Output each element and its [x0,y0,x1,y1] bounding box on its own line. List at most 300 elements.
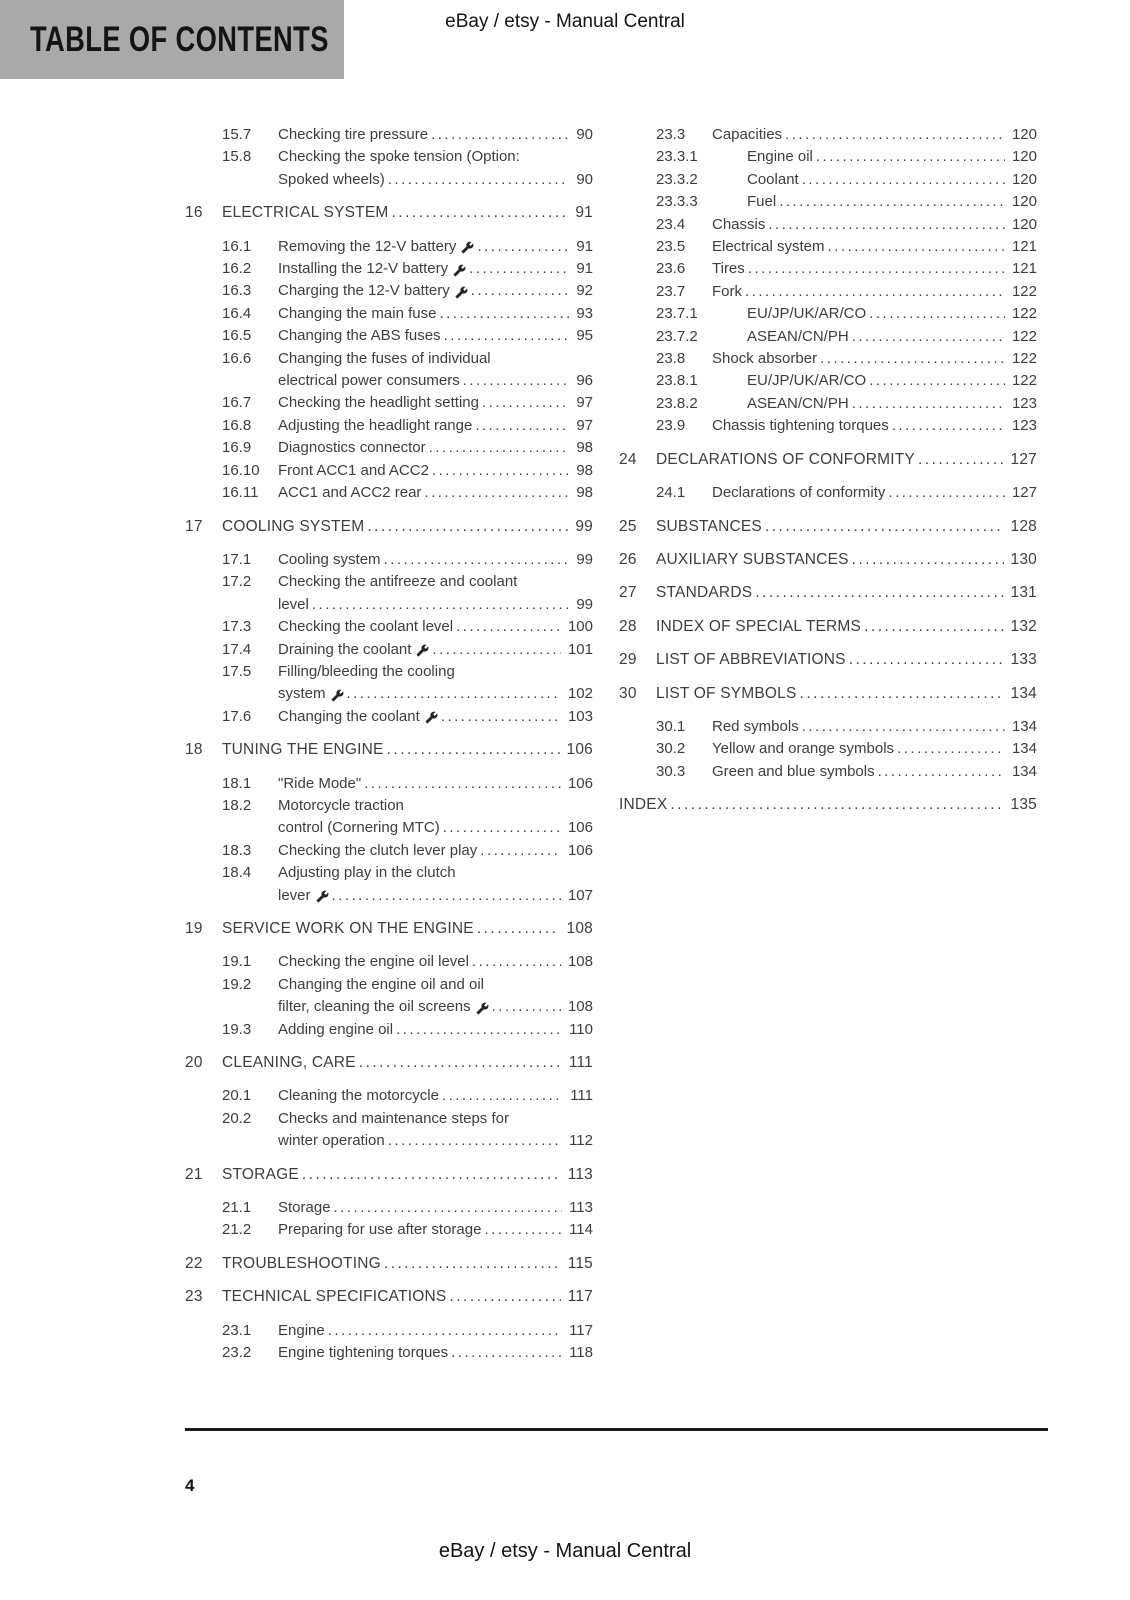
toc-entry-row [185,571,593,616]
toc-chapter-row [185,739,593,761]
toc-page-number: 91 [575,204,593,222]
toc-chapter-row [185,1286,593,1308]
toc-page-number: 96 [576,372,593,390]
toc-entry-row [619,393,1037,415]
toc-entry-row [185,706,593,728]
toc-entry-title: Checks and maintenance steps for [278,1109,509,1127]
toc-page-number: 127 [1011,484,1037,502]
toc-page-number: 127 [1010,450,1037,468]
dot-leader [432,639,561,661]
toc-line [619,549,1037,571]
toc-entry-row [185,482,593,504]
toc-entry-number: 16.8 [222,416,252,434]
toc-entry-title: COOLING SYSTEM [222,517,365,535]
toc-entry-number: 19.2 [222,975,252,993]
toc-entry-number: 23.8.1 [656,372,698,390]
dot-leader [451,1342,562,1364]
toc-entry-title: Motorcycle traction [278,796,404,814]
toc-entry-title: SERVICE WORK ON THE ENGINE [222,920,474,937]
toc-page-number: 118 [569,1344,593,1362]
toc-page-number: 106 [567,819,593,837]
toc-page-number: 117 [569,1321,593,1339]
toc-entry-row [619,326,1037,348]
dot-leader [482,392,569,414]
toc-entry-title: Capacities [712,126,783,143]
toc-entry-title: DECLARATIONS OF CONFORMITY [656,450,915,468]
toc-line [185,124,593,146]
toc-line [185,280,593,302]
dot-leader [312,594,569,616]
toc-entry-title: INDEX [619,796,668,814]
toc-entry-number: 25 [619,517,637,535]
dot-leader [492,996,561,1018]
toc-line [619,236,1037,258]
toc-entry-number: 18.2 [222,796,252,814]
dot-leader [852,549,1004,571]
toc-page-number: 107 [567,886,593,904]
dot-leader [332,885,561,907]
toc-page-number: 97 [576,416,593,434]
toc-entry-number: 24 [619,450,637,468]
toc-line [619,303,1037,325]
dot-leader [364,773,561,795]
dot-leader [748,258,1005,280]
toc-page-number: 106 [567,774,593,792]
toc-chapter-row [619,549,1037,571]
toc-entry-number: 16.5 [222,327,252,345]
toc-page-number: 131 [1010,584,1037,602]
toc-entry-title: Checking the clutch lever play [278,841,478,859]
toc-entry-number: 19.3 [222,1020,252,1038]
dot-leader [431,124,569,146]
toc-page-number: 106 [566,741,593,759]
dot-leader [755,582,1003,604]
toc-page-number: 122 [1011,282,1037,300]
toc-entry-row [185,951,593,973]
toc-entry-row [619,370,1037,392]
toc-line [185,437,593,459]
toc-page-number: 99 [576,595,593,613]
toc-entry-number: 30 [619,684,637,702]
toc-page-number: 99 [575,517,593,535]
toc-line [619,169,1037,191]
toc-page-number: 120 [1011,126,1037,143]
toc-page-number: 134 [1011,762,1037,780]
toc-page-number: 120 [1011,170,1037,188]
toc-entry-row [619,258,1037,280]
toc-entry-number: 18.4 [222,864,252,882]
toc-entry-row [619,146,1037,168]
toc-entry-title: lever [278,886,311,904]
toc-entry-title: AUXILIARY SUBSTANCES [656,550,849,568]
toc-entry-title: STORAGE [222,1165,299,1183]
toc-entry-number: 15.7 [222,126,252,143]
toc-entry-number: 26 [619,550,637,568]
toc-line [619,393,1037,415]
toc-page-number: 95 [576,327,593,345]
toc-page-number: 120 [1011,193,1037,211]
toc-chapter-row [619,516,1037,538]
dot-leader [388,169,570,191]
toc-line [619,738,1037,760]
toc-line [185,1286,593,1308]
toc-entry-number: 18 [185,741,203,759]
toc-entry-number: 21.2 [222,1221,252,1239]
toc-page-number: 90 [576,170,593,188]
toc-entry-title: Checking the antifreeze and coolant [278,573,518,591]
toc-entry-row [185,639,593,661]
toc-line [185,773,593,795]
toc-entry-number: 19.1 [222,953,252,971]
toc-line [619,516,1037,538]
toc-entry-title: Preparing for use after storage [278,1221,482,1239]
toc-line [185,1197,593,1219]
page-title: TABLE OF CONTENTS [30,19,329,59]
toc-page-number: 123 [1011,417,1037,435]
toc-page-number: 134 [1011,717,1037,735]
toc-line [185,616,593,638]
toc-entry-row [619,124,1037,146]
toc-chapter-row [619,582,1037,604]
dot-leader [802,716,1005,738]
toc-entry-title: Adjusting the headlight range [278,416,473,434]
toc-entry-row [619,716,1037,738]
toc-line [619,649,1037,671]
toc-entry-row [619,348,1037,370]
toc-entry-row [185,773,593,795]
toc-page-number: 98 [576,484,593,502]
toc-line [619,348,1037,370]
toc-entry-title: Checking the spoke tension (Option: [278,148,520,166]
toc-entry-number: 18.1 [222,774,252,792]
dot-leader [475,415,569,437]
dot-leader [424,482,569,504]
toc-entry-row [185,236,593,258]
dot-leader [670,794,1003,816]
toc-entry-number: 17.2 [222,573,252,591]
toc-entry-row [185,348,593,393]
dot-leader [849,649,1004,671]
toc-line [185,516,593,538]
toc-entry-row [619,214,1037,236]
toc-entry-row [619,738,1037,760]
toc-entry-title: Charging the 12-V battery [278,282,450,300]
dot-leader [443,817,561,839]
toc-page-number: 108 [566,920,593,937]
toc-page-number: 111 [570,1087,593,1105]
toc-entry-number: 17.5 [222,662,252,680]
toc-entry-row [185,795,593,840]
toc-entry-number: 19 [185,920,203,937]
toc-entry-title: Coolant [747,170,799,188]
toc-line [185,683,593,705]
toc-entry-title: EU/JP/UK/AR/CO [747,305,867,323]
toc-entry-row [185,146,593,191]
toc-entry-row [185,1085,593,1107]
toc-entry-row [185,1320,593,1342]
toc-entry-number: 16.1 [222,237,252,255]
toc-entry-title: TROUBLESHOOTING [222,1254,381,1272]
toc-page-number: 121 [1011,238,1037,256]
toc-entry-title: TUNING THE ENGINE [222,741,384,759]
toc-entry-number: 23.3.3 [656,193,698,211]
toc-page-number: 122 [1011,305,1037,323]
doc-label-bottom: eBay / etsy - Manual Central [438,1540,692,1562]
toc-entry-number: 28 [619,617,637,635]
toc-entry-row [185,974,593,1019]
toc-entry-title: ASEAN/CN/PH [747,394,849,412]
dot-leader [391,202,568,224]
toc-page-number: 113 [569,1199,593,1217]
toc-entry-row [619,415,1037,437]
dot-leader [480,840,561,862]
wrench-icon [461,241,474,254]
toc-entry-number: 23.9 [656,417,686,435]
toc-entry-row [185,1197,593,1219]
toc-page-number: 111 [568,1054,593,1072]
dot-leader [472,951,561,973]
toc-page-number: 91 [576,237,593,255]
wrench-icon [476,1002,489,1015]
toc-entry-title: control (Cornering MTC) [278,819,440,837]
toc-chapter-row [619,649,1037,671]
toc-entry-title: Checking the headlight setting [278,394,479,412]
dot-leader [328,1320,562,1342]
toc-line [619,370,1037,392]
toc-entry-row [185,840,593,862]
dot-leader [463,370,570,392]
toc-entry-title: STANDARDS [656,584,753,602]
dot-leader [802,169,1005,191]
toc-line [185,795,593,817]
toc-entry-number: 17.6 [222,707,252,725]
toc-entry-number: 15.8 [222,148,252,166]
toc-entry-title: electrical power consumers [278,372,460,390]
toc-entry-row [185,661,593,706]
toc-entry-number: 17 [185,517,203,535]
wrench-icon [331,689,344,702]
dot-leader [384,549,570,571]
toc-line [619,124,1037,146]
toc-entry-number: 23.3.1 [656,148,698,166]
toc-entry-title: Draining the coolant [278,640,412,658]
toc-entry-title: SUBSTANCES [656,517,762,535]
toc-entry-title: ASEAN/CN/PH [747,327,849,345]
dot-leader [816,146,1005,168]
toc-page-number: 120 [1011,148,1037,166]
toc-line [185,258,593,280]
toc-entry-title: EU/JP/UK/AR/CO [747,372,867,390]
dot-leader [469,258,569,280]
dot-leader [441,706,561,728]
toc-entry-title: Tires [712,260,745,278]
toc-page-number: 121 [1011,260,1037,278]
toc-entry-title: ACC1 and ACC2 rear [278,484,422,502]
dot-leader [429,437,570,459]
toc-line [185,974,593,996]
toc-line [185,594,593,616]
toc-line [619,326,1037,348]
toc-page-number: 103 [567,707,593,725]
toc-column-right [619,124,1037,828]
toc-page-number: 133 [1010,651,1037,669]
dot-leader [869,303,1005,325]
toc-entry-row [185,392,593,414]
toc-column-left [185,124,593,1365]
dot-leader [888,482,1005,504]
page-number: 4 [185,1476,195,1495]
toc-line [185,482,593,504]
toc-line [185,392,593,414]
toc-line [619,214,1037,236]
toc-line [619,415,1037,437]
toc-line [185,415,593,437]
toc-entry-number: 21.1 [222,1199,252,1217]
toc-entry-title: filter, cleaning the oil screens [278,998,471,1016]
toc-entry-row [185,437,593,459]
dot-leader [918,449,1004,471]
toc-page-number: 91 [576,260,593,278]
toc-chapter-row [185,202,593,224]
toc-entry-number: 23.3 [656,126,686,143]
toc-page-number: 120 [1011,215,1037,233]
toc-entry-number: 23.7.1 [656,305,698,323]
toc-entry-title: Engine tightening torques [278,1344,449,1362]
toc-entry-title: level [278,595,309,613]
dot-leader [302,1164,561,1186]
toc-entry-row [619,169,1037,191]
toc-entry-title: system [278,685,326,703]
toc-entry-number: 30.1 [656,717,686,735]
toc-entry-row [185,325,593,347]
toc-entry-row [185,280,593,302]
toc-entry-number: 16.4 [222,304,252,322]
toc-entry-title: Electrical system [712,238,825,256]
toc-entry-row [185,303,593,325]
toc-line [185,236,593,258]
toc-page-number: 112 [569,1132,593,1150]
toc-chapter-row [185,1164,593,1186]
toc-page-number: 134 [1011,740,1037,758]
toc-line [185,303,593,325]
toc-entry-title: Changing the engine oil and oil [278,975,484,993]
toc-entry-number: 23.1 [222,1321,252,1339]
toc-page-number: 134 [1010,684,1037,702]
toc-chapter-row [185,1253,593,1275]
toc-entry-number: 30.3 [656,762,686,780]
toc-entry-row [185,616,593,638]
toc-entry-row [619,191,1037,213]
toc-page-number: 123 [1011,394,1037,412]
toc-page-number: 122 [1011,372,1037,390]
toc-page-number: 108 [567,953,593,971]
toc-entry-title: Engine oil [747,148,813,166]
toc-entry-number: 23.2 [222,1344,252,1362]
toc-entry-number: 23.7.2 [656,327,698,345]
toc-entry-row [185,1342,593,1364]
toc-entry-title: Removing the 12-V battery [278,237,457,255]
toc-entry-number: 23 [185,1288,203,1306]
toc-page-number: 122 [1011,327,1037,345]
toc-chapter-row [185,1052,593,1074]
toc-line [185,1342,593,1364]
toc-line [619,683,1037,705]
toc-entry-title: Filling/bleeding the cooling [278,662,455,680]
toc-entry-title: Spoked wheels) [278,170,385,188]
dot-leader [820,348,1005,370]
toc-line [185,1164,593,1186]
toc-entry-title: Checking the coolant level [278,618,454,636]
toc-entry-title: Declarations of conformity [712,484,886,502]
dot-leader [869,370,1005,392]
toc-line [185,661,593,683]
dot-leader [449,1286,560,1308]
toc-entry-number: 23.4 [656,215,686,233]
toc-entry-title: Shock absorber [712,350,818,368]
toc-page-number: 92 [576,282,593,300]
toc-line [185,571,593,593]
toc-page-number: 135 [1010,796,1037,814]
wrench-icon [425,711,438,724]
dot-leader [387,739,560,761]
toc-entry-row [185,124,593,146]
toc-entry-row [185,415,593,437]
toc-entry-number: 16.6 [222,349,252,367]
toc-entry-title: Front ACC1 and ACC2 [278,461,429,479]
toc-entry-title: Changing the fuses of individual [278,349,491,367]
toc-chapter-row [619,449,1037,471]
dot-leader [456,616,561,638]
dot-leader [439,303,569,325]
toc-entry-title: Checking the engine oil level [278,953,469,971]
toc-entry-title: Chassis [712,215,766,233]
toc-entry-number: 23.8.2 [656,394,698,412]
toc-line [185,549,593,571]
toc-entry-title: Yellow and orange symbols [712,740,895,758]
toc-entry-row [185,862,593,907]
toc-chapter-row [185,918,593,940]
toc-entry-number: 16 [185,204,203,222]
toc-chapter-row [185,516,593,538]
dot-leader [852,393,1005,415]
toc-page-number: 115 [567,1254,593,1272]
toc-entry-title: Installing the 12-V battery [278,260,449,278]
dot-leader [347,683,561,705]
toc-entry-row [185,258,593,280]
wrench-icon [455,286,468,299]
dot-leader [878,761,1005,783]
toc-page-number: 101 [567,640,593,658]
toc-entry-row [619,303,1037,325]
toc-line [185,348,593,370]
toc-entry-number: 23.8 [656,350,686,368]
toc-entry-title: Fuel [747,193,777,211]
dot-leader [897,738,1005,760]
toc-line [185,951,593,973]
toc-entry-row [185,460,593,482]
toc-line [185,1052,593,1074]
toc-entry-title: Changing the main fuse [278,304,437,322]
dot-leader [444,325,570,347]
toc-entry-number: 16.2 [222,260,252,278]
toc-page-number: 110 [569,1020,593,1038]
toc-entry-title: winter operation [278,1132,385,1150]
toc-line [185,370,593,392]
dot-leader [800,683,1004,705]
toc-entry-title: Cooling system [278,550,381,568]
wrench-icon [316,890,329,903]
toc-entry-row [185,1019,593,1041]
